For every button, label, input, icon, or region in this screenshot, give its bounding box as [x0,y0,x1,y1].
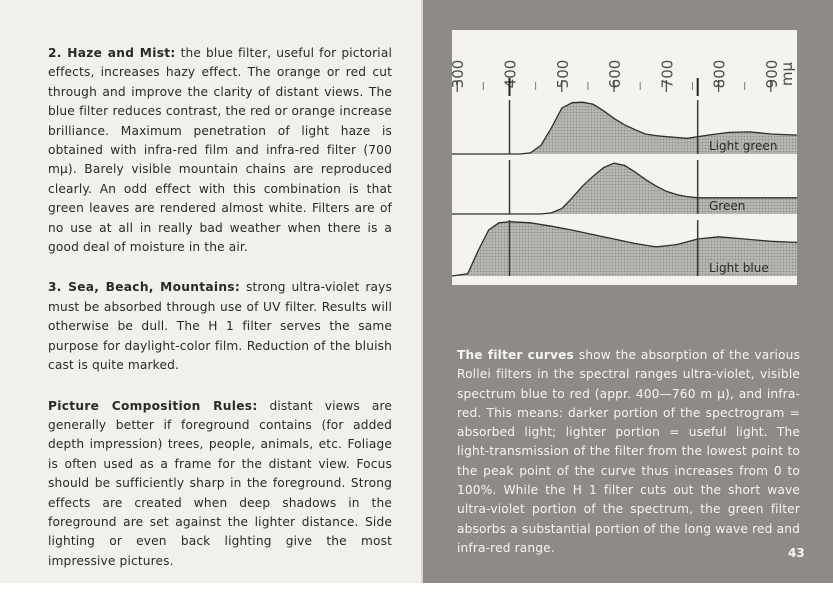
paragraph-heading: Picture Composition Rules: [48,398,258,413]
paragraph-sea-beach-mountains [48,278,392,375]
x-axis-unit-label: mμ [777,61,796,87]
series-label: Green [709,199,746,213]
paragraph-body: the blue filter, useful for pictorial effects, increases hazy effect. The orange or red cut through and improve the clarity of distant views. The blue filter reduces contrast, the red or orange increase brilliance. Maximum penetration of light haze is obtained with infra-red film and infra-red filter (700 mμ). Barely visible mountain chains are reproduced clearly. An odd effect with this combination is that green leaves are rendered almost white. Filters are of no use at all in really bad weather when there is a good deal of moisture in the air. [48,46,393,255]
caption-body: show the absorption of the various Rollei filters in the spectral ranges ultra-violet, visible spectrum blue to red (appr. 400—760 m μ), and infra-red. This means: darker portion of the spectrogram = absorbed light; lighter portion = useful light. The light-transmission of the filter from the lowest point to the peak point of the curve thus increases from 0 to 100%. While the H 1 filter cuts out the short wave ultra-violet portion of the spectrum, the green filter absorbs a substantial portion of the long wave red and infra-red range. [457,348,801,555]
paragraph-body: distant views are generally better if foreground contains (for added depth impression) trees, people, animals, etc. Foliage is often used as a frame for the distant view. Focus should be sufficiently sharp in the foreground. Strong effects are created when deep shadows in the foreground are set against the lighter distance. Side lighting or even back lighting give the most impressive pictures. [48,398,392,568]
x-tick-label: 400 [501,59,520,89]
filter-curves-svg [449,30,797,285]
x-tick-label: 500 [553,59,572,89]
paragraph-body: strong ultra-violet rays must be absorbed through use of UV filter. Results will otherwise be dull. The H 1 filter serves the same purpose for daylight-color film. Reduction of the bluish cast is quite marked. [48,280,393,373]
x-tick-label: 300 [449,59,468,89]
left-text-column [48,44,392,592]
paragraph-heading: 2. Haze and Mist: [48,46,176,60]
x-tick-label: 600 [606,59,625,89]
page-number: 43 [788,546,805,560]
series-label: Light blue [709,261,769,275]
paragraph-haze-and-mist [48,44,392,257]
x-tick-label: 900 [762,59,781,89]
x-tick-label: 800 [710,59,729,89]
series-label: Light green [709,139,778,153]
paragraph-composition-rules [48,397,392,572]
caption-heading: The filter curves [457,348,574,362]
left-page [0,0,422,583]
filter-curves-chart [449,30,797,285]
x-tick-label: 700 [658,59,677,89]
paragraph-heading: 3. Sea, Beach, Mountains: [48,280,241,295]
filter-curves-caption [457,346,800,558]
